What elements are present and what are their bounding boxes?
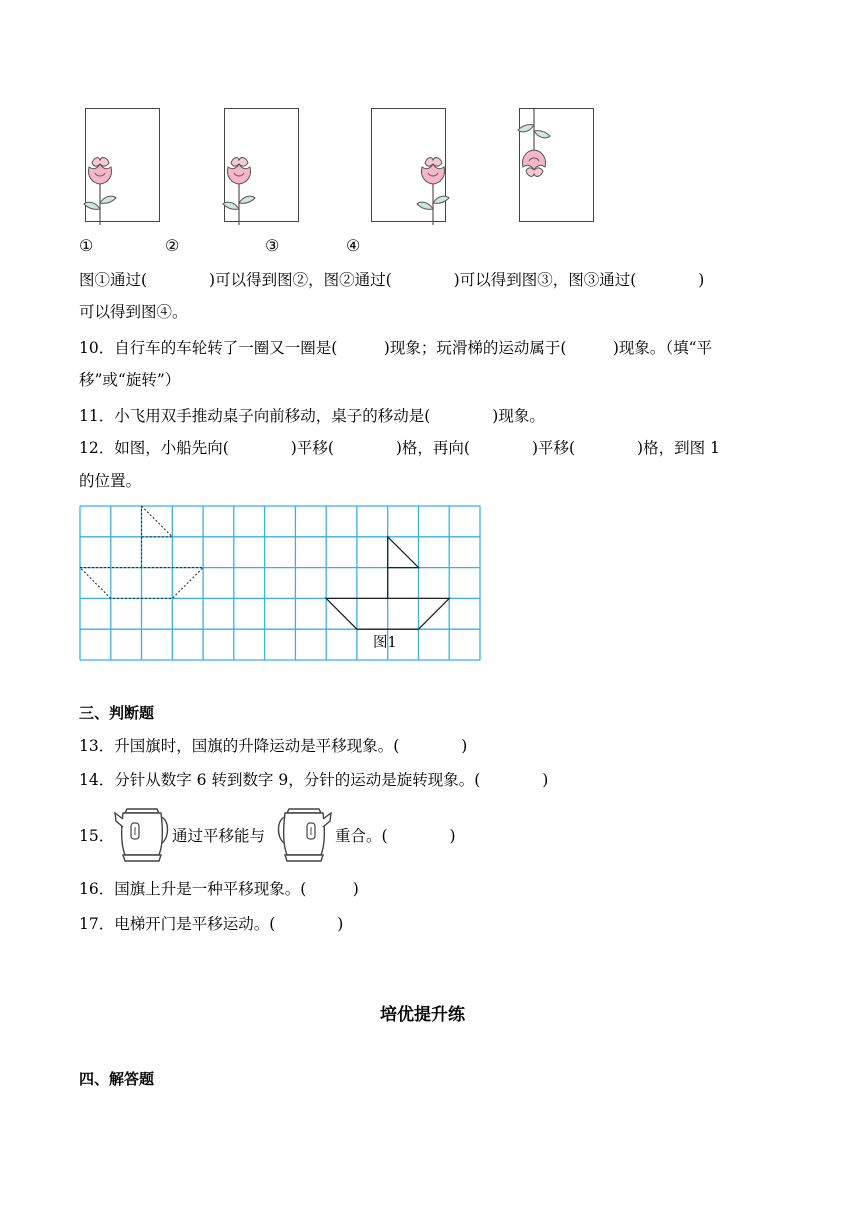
rose-frame-1 [85, 108, 160, 222]
figure-1-label: 图1 [373, 635, 397, 651]
question-14: 14．分针从数字 6 转到数字 9，分针的运动是旋转现象。( ) [79, 771, 549, 789]
rose-icon [83, 155, 117, 225]
rose-label-1: ① [79, 236, 94, 255]
question-17: 17．电梯开门是平移运动。( ) [79, 915, 344, 933]
question-13: 13．升国旗时，国旗的升降运动是平移现象。( ) [79, 737, 468, 755]
question-12-line-1: 12．如图，小船先向( )平移( )格，再向( )平移( )格，到图 1 [79, 439, 720, 457]
rose-frame-3 [371, 108, 446, 222]
rose-icon [416, 155, 450, 225]
question-10-line-1: 10．自行车的车轮转了一圈又一圈是( )现象；玩滑梯的运动属于( )现象。（填“平 [79, 339, 713, 357]
section-4-heading: 四、解答题 [79, 1070, 155, 1088]
question-11: 11．小飞用双手推动桌子向前移动，桌子的移动是( )现象。 [79, 407, 545, 425]
kettle-icon [113, 803, 171, 863]
question-15-number: 15． [79, 827, 115, 845]
question-10-line-2: 移”或“旋转”） [79, 371, 181, 389]
rose-icon [222, 155, 256, 225]
kettle-icon [275, 803, 333, 863]
grid-lines [80, 506, 480, 660]
section-title: 培优提升练 [380, 1005, 465, 1025]
rose-label-3: ③ [265, 236, 280, 255]
question-16: 16．国旗上升是一种平移现象。( ) [79, 880, 359, 898]
question-15-middle: 通过平移能与 [172, 827, 266, 845]
question-15-end: 重合。( ) [335, 827, 456, 845]
boat-grid [80, 506, 482, 661]
rose-label-2: ② [165, 236, 180, 255]
rose-icon [517, 109, 551, 179]
rose-frame-2 [224, 108, 299, 222]
question-12-line-2: 的位置。 [79, 472, 142, 490]
section-3-heading: 三、判断题 [79, 704, 155, 722]
question-9-line-2: 可以得到图④。 [79, 303, 188, 321]
question-9-line-1: 图①通过( )可以得到图②，图②通过( )可以得到图③，图③通过( ) [79, 271, 705, 289]
rose-label-4: ④ [346, 236, 361, 255]
rose-frame-4 [519, 108, 594, 222]
